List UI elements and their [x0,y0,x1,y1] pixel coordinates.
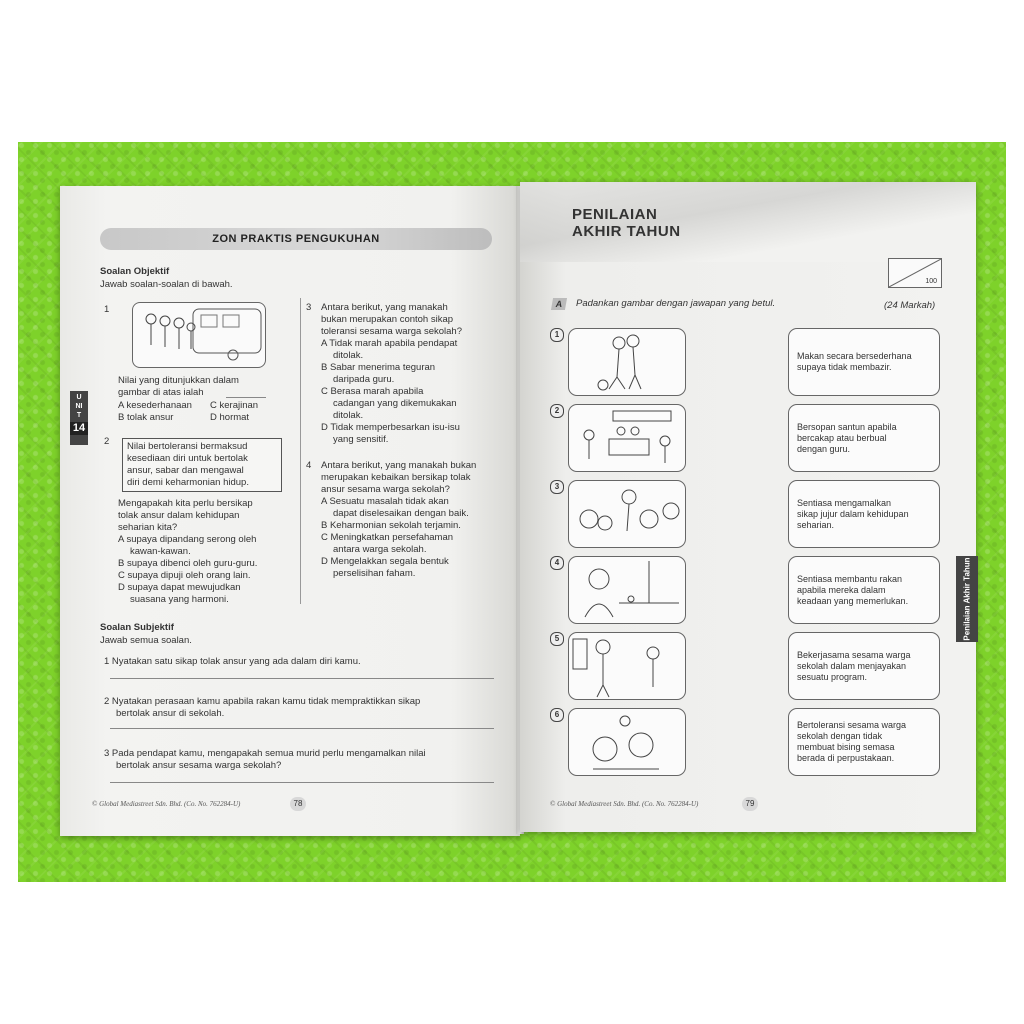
left-footer: © Global Mediastreet Sdn. Bhd. (Co. No. 762284-U) [92,800,241,808]
q2-option-b[interactable]: B supaya dibenci oleh guru-guru. [118,558,258,569]
item-3-answer-box[interactable] [788,480,940,548]
unit-number: 14 [70,422,88,435]
q3-option-c-cont2: ditolak. [333,410,364,421]
unit-label: UNIT [75,394,83,419]
q3-stem-line1: Antara berikut, yang manakah [321,302,448,313]
q4-stem-line2: merupakan kebaikan bersikap tolak [321,472,471,483]
q4-stem-line3: ansur sesama warga sekolah? [321,484,450,495]
item-5-answer: Bekerjasama sesama warga sekolah dalam menjayakan sesuatu program. [797,649,911,682]
q2-box-line3: ansur, sabar dan mengawal [127,465,244,476]
subjective-q1: 1 Nyatakan satu sikap tolak ansur yang ada dalam diri kamu. [104,656,361,667]
q4-option-c[interactable]: C Meningkatkan persefahaman [321,532,454,543]
q4-option-c-cont: antara warga sekolah. [333,544,427,555]
item-6-answer: Bertoleransi sesama warga sekolah dengan tidak membuat bising semasa berada di perpustakaan. [797,720,907,763]
page-title [572,206,681,240]
q3-number: 3 [306,302,312,313]
q2-number: 2 [104,436,110,447]
q4-option-b[interactable]: B Keharmonian sekolah terjamin. [321,520,461,531]
q3-option-d[interactable]: D Tidak memperbesarkan isu-isu [321,422,460,433]
title-line2: AKHIR TAHUN [572,223,681,240]
score-box [888,258,942,288]
unit-tab [70,391,88,445]
item-5-answer-box[interactable] [788,632,940,700]
q3-stem-line2: bukan merupakan contoh sikap [321,314,454,325]
q2-box-line2: kesediaan diri untuk bertolak [127,453,248,464]
objective-heading: Soalan Objektif [100,266,170,277]
item-1-answer-box[interactable] [788,328,940,396]
item-6-number: 6 [550,708,564,722]
q2-definition-box [122,438,282,492]
q3-option-a[interactable]: A Tidak marah apabila pendapat [321,338,458,349]
q1-illustration [132,302,266,368]
q1-answer-line [226,397,266,398]
q2-box-line1: Nilai bertoleransi bermaksud [127,441,248,452]
title-line1: PENILAIAN [572,206,658,223]
right-page [520,182,976,832]
q3-option-a-cont: ditolak. [333,350,364,361]
q4-option-a-cont: dapat diselesaikan dengan baik. [333,508,469,519]
q1-option-b[interactable]: B tolak ansur [118,412,174,423]
section-banner [100,228,492,250]
item-2-picture [568,404,686,472]
objective-instruction: Jawab soalan-soalan di bawah. [100,279,233,290]
item-3-answer: Sentiasa mengamalkan sikap jujur dalam kehidupan seharian. [797,497,909,530]
marks-label: (24 Markah) [884,300,936,311]
q1-stem-line2: gambar di atas ialah [118,387,204,398]
banner-title: ZON PRAKTIS PENGUKUHAN [212,233,380,245]
right-footer: © Global Mediastreet Sdn. Bhd. (Co. No. 762284-U) [550,800,699,808]
q2-option-c[interactable]: C supaya dipuji oleh orang lain. [118,570,251,581]
q3-stem-line3: toleransi sesama warga sekolah? [321,326,462,337]
item-6-picture [568,708,686,776]
q4-option-a[interactable]: A Sesuatu masalah tidak akan [321,496,449,507]
section-badge: A [551,298,567,310]
q2-option-d-cont: suasana yang harmoni. [130,594,229,605]
q2-stem-line2: tolak ansur dalam kehidupan [118,510,240,521]
column-divider [300,298,301,604]
score-total: 100 [925,278,937,285]
subjective-q2-answer-line[interactable] [110,728,494,729]
q2-option-a-cont: kawan-kawan. [130,546,191,557]
q4-option-d[interactable]: D Mengelakkan segala bentuk [321,556,449,567]
subjective-heading: Soalan Subjektif [100,622,174,633]
subjective-q2-line2: bertolak ansur di sekolah. [116,708,225,719]
subjective-q3-line2: bertolak ansur sesama warga sekolah? [116,760,282,771]
q1-number: 1 [104,304,110,315]
q4-option-d-cont: perselisihan faham. [333,568,416,579]
match-instruction: Padankan gambar dengan jawapan yang betul. [576,298,776,309]
item-3-picture [568,480,686,548]
subjective-instruction: Jawab semua soalan. [100,635,192,646]
side-tab-label: Penilaian Akhir Tahun [962,557,972,641]
item-2-number: 2 [550,404,564,418]
right-page-number: 79 [742,797,758,811]
item-5-number: 5 [550,632,564,646]
item-2-answer: Bersopan santun apabila bercakap atau berbual dengan guru. [797,421,897,454]
side-tab [956,556,978,642]
left-page [60,186,520,836]
subjective-q1-answer-line[interactable] [110,678,494,679]
item-1-picture [568,328,686,396]
item-1-answer: Makan secara bersederhana supaya tidak membazir. [797,351,912,372]
item-6-answer-box[interactable] [788,708,940,776]
q2-box-line4: diri demi keharmonian hidup. [127,477,249,488]
subjective-q3-line1: 3 Pada pendapat kamu, mengapakah semua murid perlu mengamalkan nilai [104,748,426,759]
q2-option-a[interactable]: A supaya dipandang serong oleh [118,534,257,545]
item-3-number: 3 [550,480,564,494]
subjective-q2-line1: 2 Nyatakan perasaan kamu apabila rakan kamu tidak mempraktikkan sikap [104,696,421,707]
q3-option-d-cont: yang sensitif. [333,434,389,445]
bus-queue-illustration [133,303,265,367]
q4-stem-line1: Antara berikut, yang manakah bukan [321,460,477,471]
q2-stem-line3: seharian kita? [118,522,178,533]
q1-option-d[interactable]: D hormat [210,412,250,423]
q3-option-b-cont: daripada guru. [333,374,395,385]
item-1-number: 1 [550,328,564,342]
item-4-answer-box[interactable] [788,556,940,624]
q1-stem-line1: Nilai yang ditunjukkan dalam [118,375,239,386]
item-4-answer: Sentiasa membantu rakan apabila mereka dalam keadaan yang memerlukan. [797,573,909,606]
q1-option-a[interactable]: A kesederhanaan [118,400,192,411]
left-page-number: 78 [290,797,306,811]
q3-option-c[interactable]: C Berasa marah apabila [321,386,424,397]
q2-stem-line1: Mengapakah kita perlu bersikap [118,498,253,509]
q1-option-c[interactable]: C kerajinan [210,400,259,411]
item-4-picture [568,556,686,624]
subjective-q3-answer-line[interactable] [110,782,494,783]
q4-number: 4 [306,460,312,471]
q3-option-c-cont1: cadangan yang dikemukakan [333,398,457,409]
q3-option-b[interactable]: B Sabar menerima teguran [321,362,436,373]
q2-option-d[interactable]: D supaya dapat mewujudkan [118,582,241,593]
item-5-picture [568,632,686,700]
item-4-number: 4 [550,556,564,570]
item-2-answer-box[interactable] [788,404,940,472]
